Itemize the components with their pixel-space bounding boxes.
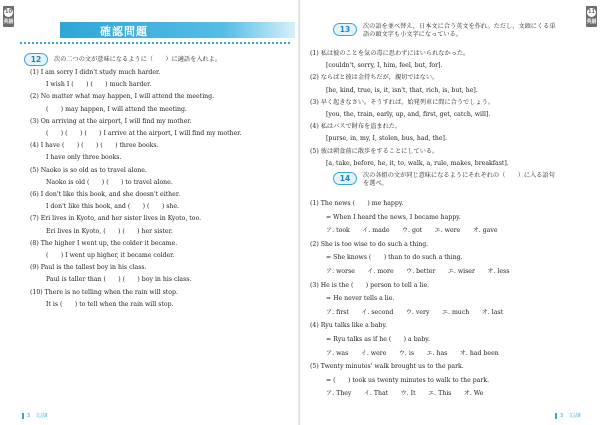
- question-line: ( ) I went up higher, it became colder.: [46, 252, 175, 259]
- section-title: 確認問題: [100, 25, 148, 38]
- question-number-badge: 12: [24, 53, 48, 66]
- question-number-badge: 13: [333, 23, 357, 36]
- question-line: (10) There is no telling when the rain will stop.: [30, 288, 178, 296]
- footer-marker: [555, 413, 557, 419]
- question-line: (9) Paul is the tallest boy in his class.: [30, 264, 147, 272]
- question-line: [couldn't, sorry, I, him, feel, but, for].: [326, 62, 443, 70]
- question-line: ア. worse イ. more ウ. better エ. wiser オ. less: [326, 268, 510, 275]
- question-line: ア. first イ. second ウ. very エ. much オ. last: [326, 308, 504, 316]
- question-line: (2) No matter what may happen, I will attend the meeting.: [30, 93, 215, 101]
- side-tab-page-number: 11: [588, 9, 595, 15]
- question-line: (3) He is the ( ) person to tell a lie.: [310, 281, 430, 289]
- question-line: = When I heard the news, I became happy.: [326, 213, 461, 221]
- question-line: (6) I don't like this book, and she doesn't either.: [30, 191, 181, 198]
- question-line: ア. was イ. were ウ. is エ. has オ. had been: [326, 349, 499, 357]
- question-12-header: [24, 53, 221, 66]
- question-line: Eri lives in Kyoto, ( ) ( ) her sister.: [46, 227, 173, 235]
- side-tab-left: [3, 6, 14, 27]
- question-line: (1) 私は彼のことを気の毒に思わずにはいられなかった。: [310, 50, 470, 57]
- side-tab-right: [586, 6, 597, 27]
- question-line: (2) She is too wise to do such a thing.: [310, 240, 429, 248]
- question-line: (7) Eri lives in Kyoto, and her sister lives in Kyoto, too.: [30, 215, 202, 223]
- question-line: ア. took イ. made ウ. got エ. were オ. gave: [326, 227, 498, 235]
- question-instruction-line2: 語の頭文字も小文字になっている。: [363, 31, 462, 38]
- footer-text: 3 文法Ⅱ: [560, 413, 581, 419]
- title-divider: [20, 42, 290, 44]
- footer-marker: [22, 413, 24, 419]
- footer-left: [22, 412, 48, 419]
- question-number-badge: 14: [333, 172, 357, 185]
- question-line: (5) 彼は朝食前に散歩をすることにしている。: [310, 147, 439, 155]
- question-line: I wish I ( ) ( ) much harder.: [46, 81, 152, 89]
- question-line: (5) Naoko is so old as to travel alone.: [30, 166, 147, 174]
- question-instruction-line2: を選べ。: [363, 180, 388, 187]
- question-line: (1) The news ( ) me happy.: [310, 200, 404, 207]
- right-page: [300, 0, 600, 425]
- question-line: (3) 早く起きなさい。そうすれば，始発列車に間に合うでしょう。: [310, 98, 494, 106]
- question-line: = ( ) took us twenty minutes to walk to the park.: [326, 376, 490, 384]
- question-line: [he, kind, true, is, it, isn't, that, rich, is, but, he].: [326, 86, 478, 94]
- question-line: ( ) ( ) ( ) I arrive at the airport, I will find my mother.: [46, 130, 242, 137]
- question-line: (3) On arriving at the airport, I will find my mother.: [30, 117, 192, 125]
- question-line: (8) The higher I went up, the colder it became.: [30, 239, 178, 247]
- question-instruction-line1: 次の各組の文が同じ意味になるようにそれぞれの（ ）に入る語句: [363, 172, 555, 179]
- question-13-header: [333, 23, 556, 39]
- question-line: I don't like this book, and ( ) ( ) she.: [46, 203, 179, 211]
- section-title-bar: [60, 22, 295, 38]
- question-line: ア. They イ. That ウ. It エ. This オ. We: [326, 390, 484, 398]
- question-line: [purse, in, my, I, stolen, bus, had, the].: [326, 135, 447, 143]
- question-line: ( ) may happen, I will attend the meeting.: [46, 105, 187, 113]
- question-line: [a, take, before, he, it, to, walk, a, rule, makes, breakfast].: [326, 159, 509, 167]
- question-line: (4) I have ( ) ( ) ( ) three books.: [30, 142, 159, 150]
- question-line: Naoko is old ( ) ( ) to travel alone.: [46, 178, 173, 186]
- question-line: It is ( ) to tell when the rain will stop.: [46, 300, 174, 308]
- question-14-header: [333, 172, 555, 188]
- question-line: (4) Ryu talks like a baby.: [310, 322, 388, 330]
- question-line: = He never tells a lie.: [326, 295, 395, 303]
- question-instruction: 次の二つの文が意味になるように（ ）に適語を入れよ。: [54, 55, 222, 63]
- question-line: (5) Twenty minutes' walk brought us to the park.: [310, 363, 464, 371]
- question-line: (2) ならばと彼は金持ちだが，親切ではない。: [310, 74, 439, 82]
- side-tab-page-number: 10: [5, 9, 12, 15]
- question-line: = She knows ( ) than to do such a thing.: [326, 254, 463, 262]
- footer-right: [555, 412, 581, 419]
- question-line: I have only three books.: [46, 154, 122, 162]
- footer-text: 3 文法Ⅱ: [27, 413, 48, 419]
- side-tab-label: 英語: [3, 19, 14, 25]
- question-instruction-line1: 次の語を並べ替え，日本文に合う英文を作れ。ただし，文頭にくる単: [363, 23, 556, 30]
- side-tab-label: 英語: [586, 19, 597, 25]
- question-line: Paul is taller than ( ) ( ) boy in his class.: [46, 276, 192, 284]
- question-line: = Ryu talks as if he ( ) a baby.: [326, 336, 430, 343]
- question-line: (1) I am sorry I didn't study much harder.: [30, 69, 161, 76]
- question-line: (4) 私はバスで財布を盗まれた。: [310, 123, 402, 131]
- question-line: [you, the, train, early, up, and, first, get, catch, will].: [326, 111, 491, 118]
